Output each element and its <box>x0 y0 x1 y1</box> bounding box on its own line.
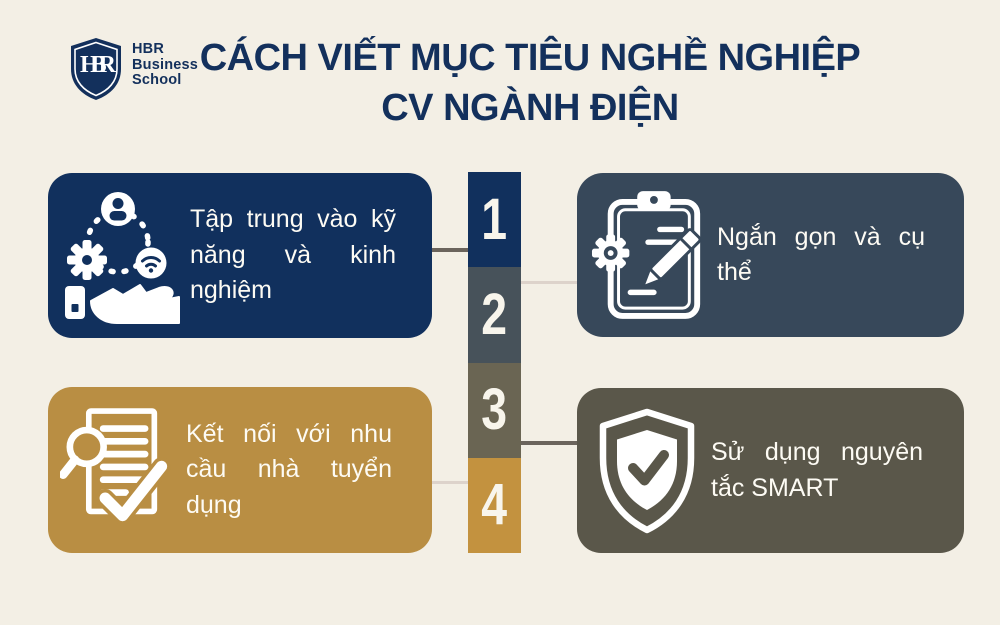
step-4-label: Sử dụng nguyên tắc SMART <box>711 438 923 502</box>
shield-check-icon <box>591 405 703 537</box>
page-title <box>120 33 940 133</box>
connector-step4 <box>518 441 580 445</box>
step-box-1 <box>48 173 432 338</box>
step-number-column <box>468 172 521 553</box>
logo-name-line1: HBR <box>132 41 165 57</box>
clipboard-gear-pencil-icon <box>591 186 709 324</box>
logo-monogram: HBR <box>79 52 108 78</box>
connector-step2 <box>518 281 580 284</box>
step-2-label: Ngắn gọn và cụ thể <box>717 222 925 286</box>
page-title-line1: CÁCH VIẾT MỤC TIÊU NGHỀ NGHIỆP <box>199 37 861 79</box>
step-number-2: 2 <box>481 281 508 347</box>
step-number-segment-2 <box>468 267 521 362</box>
logo-name-line3: School <box>132 72 182 88</box>
step-number-1: 1 <box>481 186 508 252</box>
logo-name-line2: Business <box>132 56 199 73</box>
step-number-segment-4 <box>468 458 521 553</box>
step-number-segment-1 <box>468 172 521 267</box>
step-1-label: Tập trung vào kỹ năng và kinh nghiệm <box>190 205 396 305</box>
step-box-2 <box>577 173 964 337</box>
step-number-segment-3 <box>468 363 521 458</box>
step-3-label: Kết nối với nhu cầu nhà tuyển dụng <box>186 419 392 519</box>
hbr-shield-icon <box>68 36 124 102</box>
document-magnifier-check-icon <box>60 406 178 534</box>
step-box-3 <box>48 387 432 553</box>
people-gear-wifi-hand-icon <box>60 185 182 327</box>
step-box-4 <box>577 388 964 553</box>
page-title-line2: CV NGÀNH ĐIỆN <box>381 87 679 129</box>
step-number-4: 4 <box>481 472 508 538</box>
step-number-3: 3 <box>481 377 508 443</box>
